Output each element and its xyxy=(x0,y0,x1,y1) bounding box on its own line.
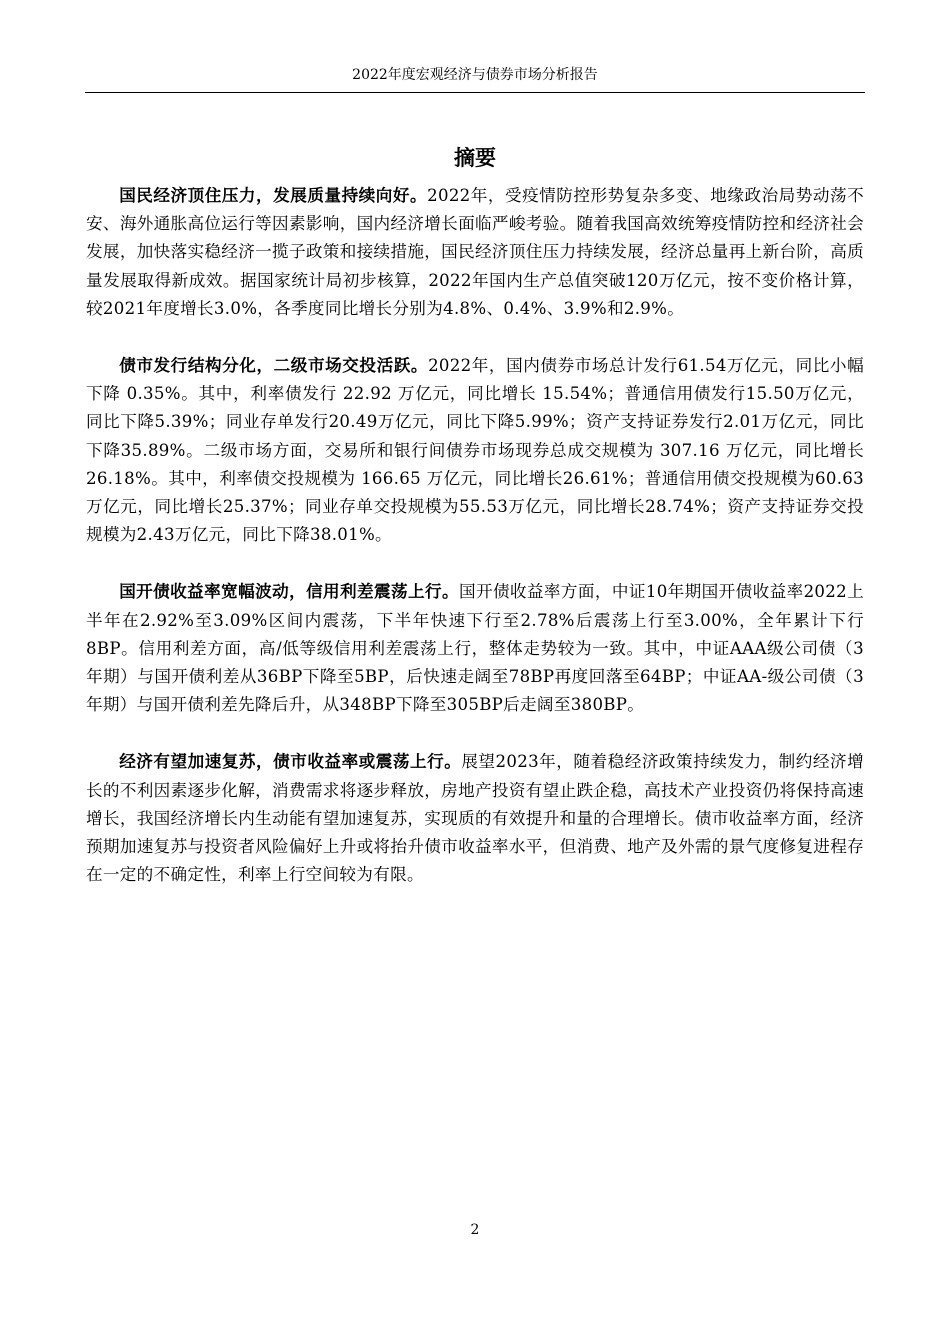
paragraph-lead: 国开债收益率宽幅波动，信用利差震荡上行。 xyxy=(119,581,459,602)
paragraph-lead: 国民经济顶住压力，发展质量持续向好。 xyxy=(119,185,428,205)
running-header: 2022年度宏观经济与债券市场分析报告 xyxy=(352,67,598,83)
paragraph-outlook xyxy=(86,747,864,889)
paragraph-lead: 经济有望加速复苏，债市收益率或震荡上行。 xyxy=(119,751,462,772)
paragraph-text: 2022年，受疫情防控形势复杂多变、地缘政治局势动荡不安、海外通胀高位运行等因素影响，国内经济增长面临严峻考验。随着我国高效统筹疫情防控和经济社会发展，加快落实稳经济一揽子政策和接续措施，国民经济顶住压力持续发展，经济总量再上新台阶，高质量发展取得新成效。据国家统计局初步核算，2022年国内生产总值突破120万亿元，按不变价格计算，较2021年度增长3.0%，各季度同比增长分别为4.8%、0.4%、3.9%和2.9%。 xyxy=(86,186,864,318)
paragraph-bond-issuance xyxy=(86,351,864,549)
paragraph-yields-spreads xyxy=(86,577,864,719)
abstract-body xyxy=(86,181,864,917)
paragraph-text: 展望2023年，随着稳经济政策持续发力，制约经济增长的不利因素逐步化解，消费需求将逐步释放，房地产投资有望止跌企稳，高技术产业投资仍将保持高速增长，我国经济增长内生动能有望加速复苏，实现质的有效提升和量的合理增长。债市收益率方面，经济预期加速复苏与投资者风险偏好上升或将抬升债市收益率水平，但消费、地产及外需的景气度修复进程存在一定的不确定性，利率上行空间较为有限。 xyxy=(86,752,864,885)
paragraph-lead: 债市发行结构分化，二级市场交投活跃。 xyxy=(119,355,429,376)
section-title: 摘要 xyxy=(454,145,496,170)
paragraph-text: 2022年，国内债券市场总计发行61.54万亿元，同比小幅下降 0.35%。其中，利率债发行 22.92 万亿元，同比增长 15.54%；普通信用债发行15.50万亿元，同比下降5.39%；同业存单发行20.49万亿元，同比下降5.99%；资产支持证券发行2.01万亿元，同比下降35.89%。二级市场方面，交易所和银行间债券市场现券总成交规模为 307.16 万亿元，同比增长 26.18%。其中，利率债交投规模为 166.65 万亿元，同比增长26.61%；普通信用债交投规模为60.63万亿元，同比增长25.37%；同业存单交投规模为55.53万亿元，同比增长28.74%；资产支持证券交投规模为2.43万亿元，同比下降38.01%。 xyxy=(86,356,864,545)
paragraph-economy xyxy=(86,181,864,323)
page-number: 2 xyxy=(470,1222,480,1238)
header-rule xyxy=(85,92,865,93)
paragraph-text: 国开债收益率方面，中证10年期国开债收益率2022上半年在2.92%至3.09%区间内震荡，下半年快速下行至2.78%后震荡上行至3.00%，全年累计下行8BP。信用利差方面，高/低等级信用利差震荡上行，整体走势较为一致。其中，中证AAA级公司债（3年期）与国开债利差从36BP下降至5BP，后快速走阔至78BP再度回落至64BP；中证AA-级公司债（3年期）与国开债利差先降后升，从348BP下降至305BP后走阔至380BP。 xyxy=(86,582,864,715)
